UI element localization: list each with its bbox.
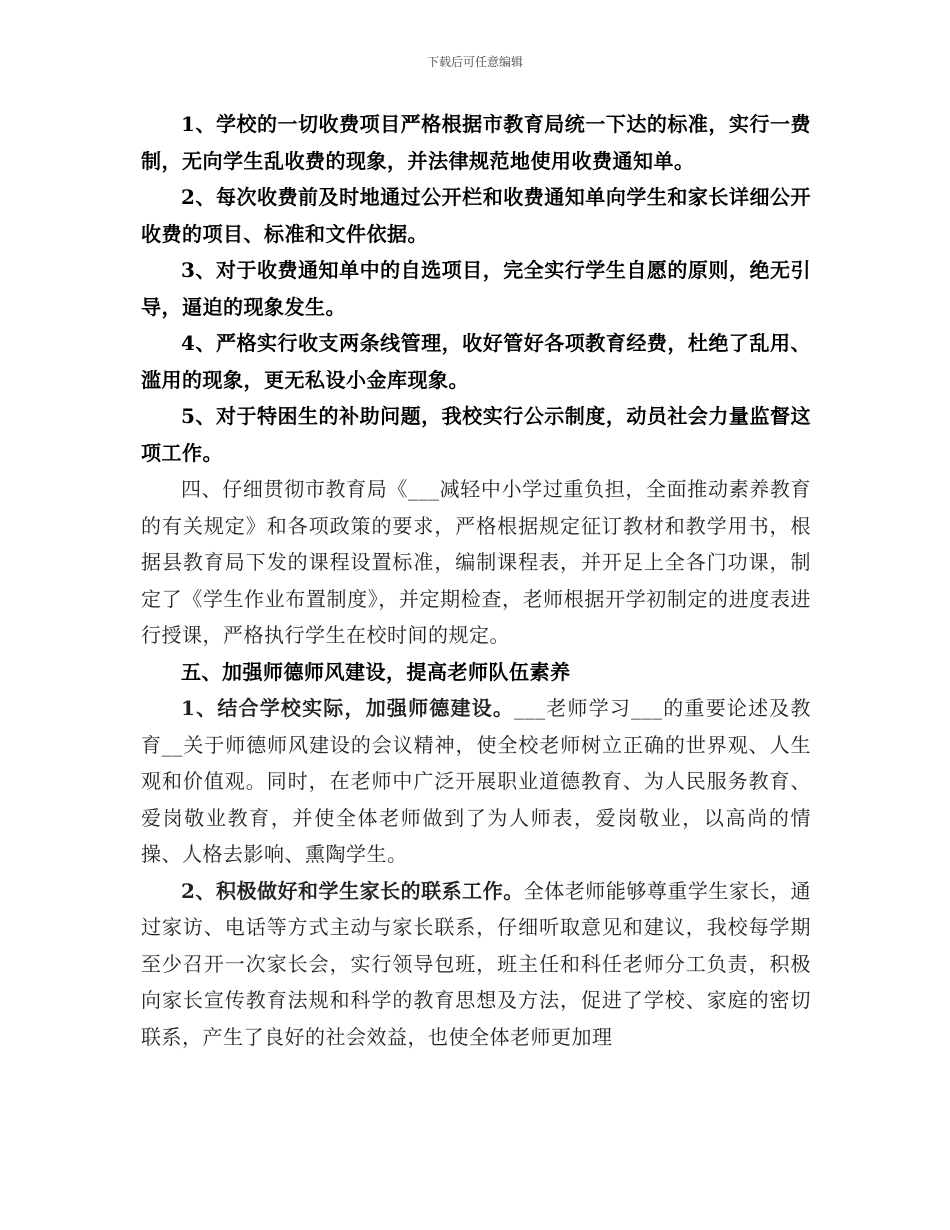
paragraph-fee-item-5: 5、对于特困生的补助问题，我校实行公示制度，动员社会力量监督这项工作。	[141, 404, 811, 465]
page-header: 下载后可任意编辑	[426, 55, 523, 69]
paragraph-fee-item-1: 1、学校的一切收费项目严格根据市教育局统一下达的标准，实行一费制，无向学生乱收费的现象，并法律规范地使用收费通知单。	[141, 112, 811, 173]
paragraph-ethics-item-1-body: ___老师学习___的重要论述及教育__关于师德师风建设的会议精神，使全校老师树立正确的世界观、人生观和价值观。同时，在老师中广泛开展职业道德教育、为人民服务教育、爱岗敬业教育，并使全体老师做到了为人师表，爱岗敬业，以高尚的情操、人格去影响、熏陶学生。	[141, 696, 811, 866]
paragraph-ethics-item-2-body: 全体老师能够尊重学生家长，通过家访、电话等方式主动与家长联系，仔细听取意见和建议，我校每学期至少召开一次家长会，实行领导包班，班主任和科任老师分工负责，积极向家长宣传教育法规和科学的教育思想及方法，促进了学校、家庭的密切联系，产生了良好的社会效益，也使全体老师更加理	[141, 878, 812, 1049]
paragraph-fee-item-4: 4、严格实行收支两条线管理，收好管好各项教育经费，杜绝了乱用、滥用的现象，更无私设小金库现象。	[141, 331, 811, 392]
paragraph-fee-item-3: 3、对于收费通知单中的自选项目，完全实行学生自愿的原则，绝无引导，逼迫的现象发生。	[141, 258, 811, 319]
paragraph-section-four: 四、仔细贯彻市教育局《___减轻中小学过重负担，全面推动素养教育的有关规定》和各项政策的要求，严格根据规定征订教材和教学用书，根据县教育局下发的课程设置标准，编制课程表，并开足上全各门功课，制定了《学生作业布置制度》，并定期检查，老师根据开学初制定的进度表进行授课，严格执行学生在校时间的规定。	[141, 477, 811, 647]
paragraph-ethics-item-1	[141, 690, 811, 873]
document-body	[141, 106, 811, 1055]
paragraph-ethics-item-1-lead: 1、结合学校实际，加强师德建设。	[181, 696, 515, 720]
paragraph-ethics-item-2	[141, 873, 811, 1056]
paragraph-ethics-item-2-lead: 2、积极做好和学生家长的联系工作。	[181, 878, 524, 903]
paragraph-fee-item-2: 2、每次收费前及时地通过公开栏和收费通知单向学生和家长详细公开收费的项目、标准和文件依据。	[141, 185, 811, 246]
section-heading-five: 五、加强师德师风建设，提高老师队伍素养	[181, 659, 571, 684]
